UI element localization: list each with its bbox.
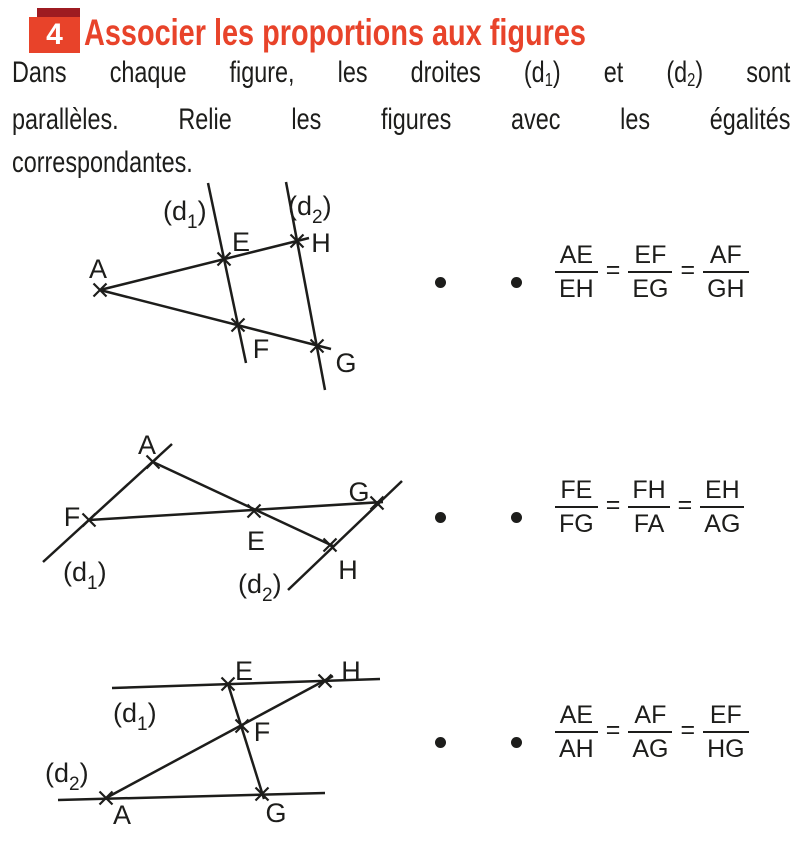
figure-1-segment-AEH bbox=[100, 238, 309, 290]
equation-2 bbox=[555, 476, 744, 538]
fraction: $\frac{AE}{AH}$ bbox=[555, 701, 598, 763]
connector-bullet-figure-2[interactable] bbox=[435, 512, 446, 523]
equals-sign: = bbox=[677, 490, 693, 519]
equation-row-1 bbox=[420, 217, 803, 327]
point-label-F: F bbox=[63, 502, 81, 532]
connector-bullet-figure-3[interactable] bbox=[435, 737, 446, 748]
point-label-A: A bbox=[137, 430, 157, 460]
fraction-bar bbox=[628, 506, 669, 508]
intro-paragraph bbox=[12, 51, 790, 184]
point-label-E: E bbox=[231, 227, 251, 257]
d2-label: $(d_2)$ bbox=[45, 758, 89, 795]
point-label-H: H bbox=[311, 228, 331, 258]
fraction: $\frac{EH}{AG}$ bbox=[700, 476, 744, 538]
d1-label: $(d_1)$ bbox=[63, 557, 107, 594]
point-label-G: G bbox=[265, 798, 287, 828]
intro-line-3: correspondantes. bbox=[12, 146, 193, 179]
point-label-A: A bbox=[112, 800, 132, 830]
fraction: $\frac{FH}{FA}$ bbox=[628, 476, 669, 538]
figure-1-segment-AFG bbox=[100, 290, 331, 349]
fraction: $\frac{EF}{EG}$ bbox=[628, 241, 672, 303]
exercise-number-badge bbox=[29, 17, 80, 53]
fraction: $\frac{AF}{AG}$ bbox=[628, 701, 672, 763]
equals-sign: = bbox=[605, 490, 621, 519]
point-label-F: F bbox=[253, 717, 271, 747]
intro-line-1: Dans chaque figure, les droites (d1) et (d2) sont bbox=[12, 56, 791, 92]
fraction-bar bbox=[703, 271, 749, 273]
fraction-bar bbox=[628, 271, 672, 273]
fraction: $\frac{AE}{EH}$ bbox=[555, 241, 598, 303]
figure-3-segment-AFH bbox=[106, 676, 333, 798]
equation-3 bbox=[555, 701, 749, 763]
point-label-E: E bbox=[234, 656, 254, 686]
fraction: $\frac{AF}{GH}$ bbox=[703, 241, 749, 303]
point-label-F: F bbox=[252, 334, 270, 364]
fraction: $\frac{FE}{FG}$ bbox=[555, 476, 598, 538]
fraction-bar bbox=[700, 506, 744, 508]
d2-label: $(d_2)$ bbox=[238, 569, 282, 605]
point-label-G: G bbox=[348, 477, 370, 507]
fraction-bar bbox=[628, 731, 672, 733]
figure-1-line-d1 bbox=[208, 183, 246, 363]
d2-subscript: 2 bbox=[687, 70, 696, 92]
page-title: Associer les proportions aux figures bbox=[84, 12, 586, 53]
equals-sign: = bbox=[605, 255, 621, 284]
connector-bullet-equation-2[interactable] bbox=[511, 512, 522, 523]
connector-bullet-equation-1[interactable] bbox=[511, 277, 522, 288]
equals-sign: = bbox=[680, 255, 696, 284]
equals-sign: = bbox=[680, 715, 696, 744]
figure-2-segment-FEG bbox=[89, 502, 383, 520]
fraction-bar bbox=[555, 731, 598, 733]
figure-1 bbox=[0, 170, 420, 395]
d1-label: $(d_1)$ bbox=[163, 196, 207, 233]
connector-bullet-equation-3[interactable] bbox=[511, 737, 522, 748]
point-label-H: H bbox=[341, 656, 361, 686]
point-label-G: G bbox=[335, 348, 357, 378]
equation-row-3 bbox=[420, 677, 803, 787]
figure-3 bbox=[0, 650, 420, 835]
intro-line-2: parallèles. Relie les figures avec les égalités bbox=[12, 103, 791, 136]
point-label-A: A bbox=[88, 254, 108, 284]
point-label-H: H bbox=[338, 555, 358, 585]
d2-label: $(d_2)$ bbox=[288, 191, 332, 228]
point-label-E: E bbox=[246, 526, 266, 556]
d1-label: $(d_1)$ bbox=[113, 698, 157, 735]
connector-bullet-figure-1[interactable] bbox=[435, 277, 446, 288]
equals-sign: = bbox=[605, 715, 621, 744]
figure-2-segment-AEH bbox=[153, 462, 333, 546]
fraction-bar bbox=[555, 506, 598, 508]
equation-row-2 bbox=[420, 452, 803, 562]
fraction-bar bbox=[555, 271, 598, 273]
fraction-bar bbox=[703, 731, 749, 733]
fraction: $\frac{EF}{HG}$ bbox=[703, 701, 749, 763]
figure-2 bbox=[0, 430, 420, 605]
equation-1 bbox=[555, 241, 749, 303]
d1-subscript: 1 bbox=[544, 70, 553, 92]
exercise-number: 4 bbox=[46, 18, 63, 51]
